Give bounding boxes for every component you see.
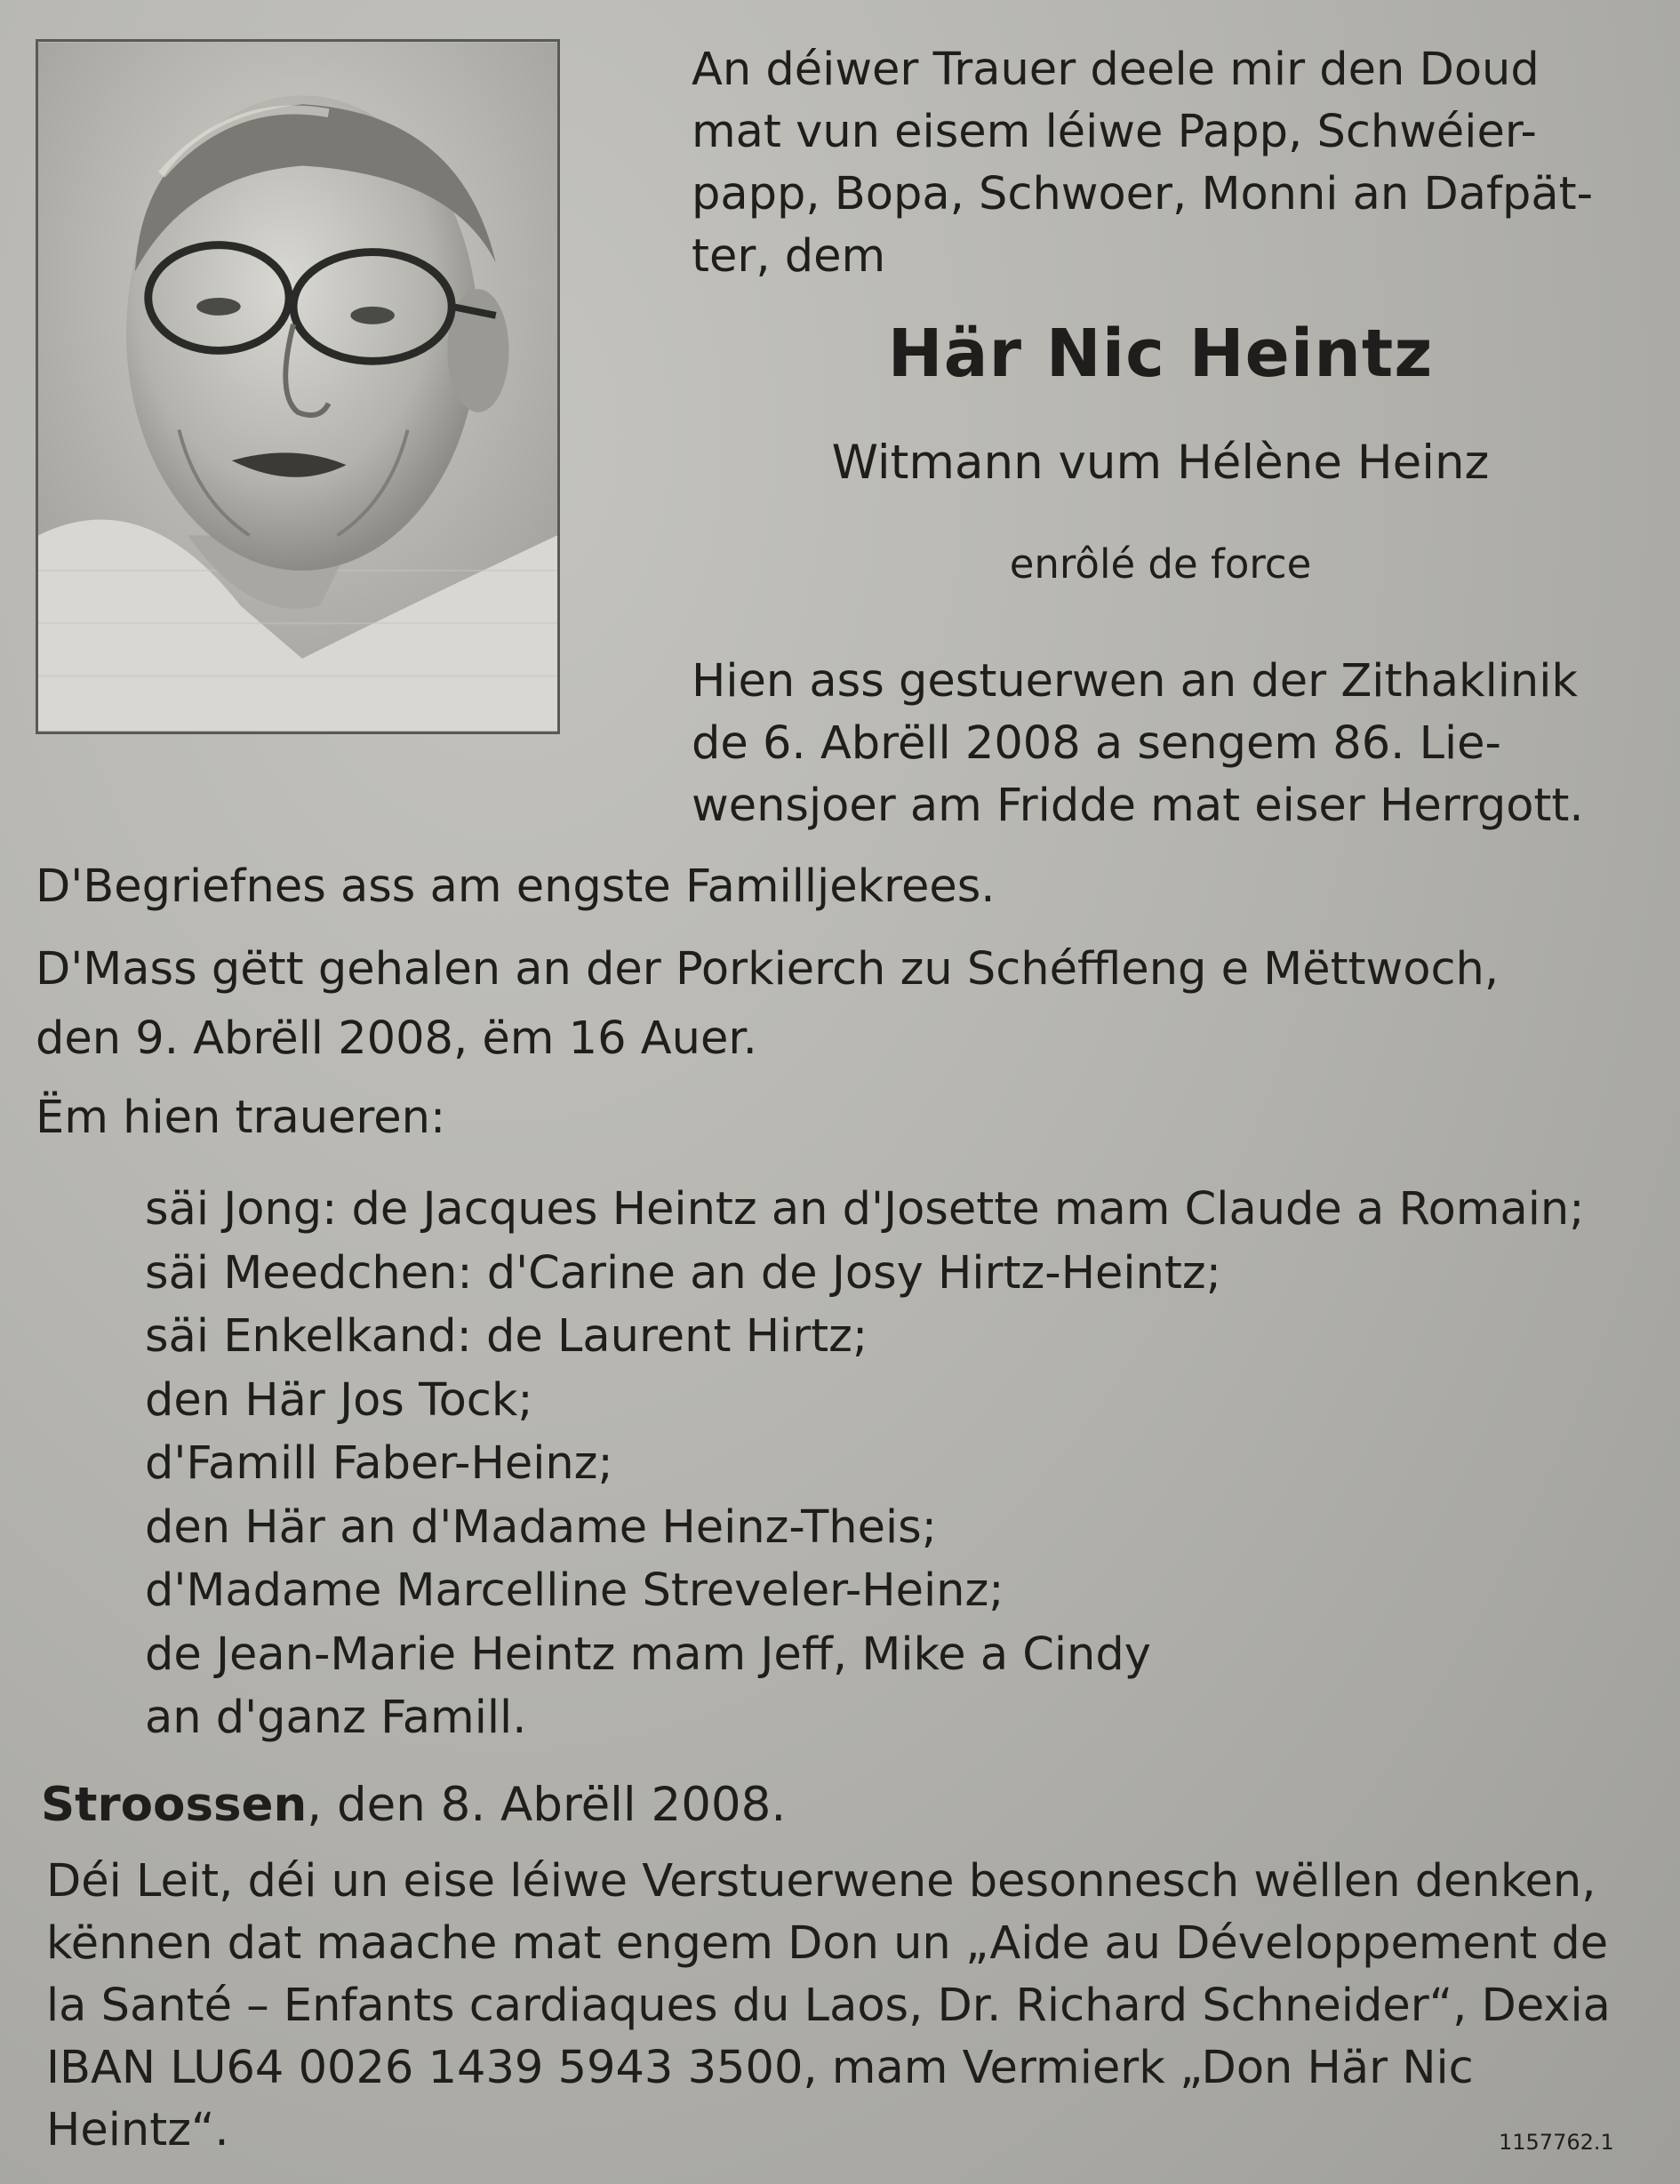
intro-line: mat vun eisem léiwe Papp, Schwéier- — [692, 106, 1537, 158]
mourners-heading: Ëm hien traueren: — [36, 1092, 446, 1144]
donation-line: la Santé – Enfants cardiaques du Laos, Dr. Richard Schneider“, Dexia — [46, 1980, 1611, 2032]
place-name: Stroossen — [41, 1778, 308, 1832]
mourner-item: säi Enkelkand: de Laurent Hirtz; — [145, 1310, 868, 1363]
widower-line: Witmann vum Hélène Heinz — [831, 436, 1490, 490]
portrait-photo — [36, 39, 560, 734]
mass-line: D'Mass gëtt gehalen an der Porkierch zu Schéffleng e Mëttwoch, — [36, 943, 1500, 996]
mourner-item: säi Meedchen: d'Carine an de Josy Hirtz-Heintz; — [145, 1246, 1221, 1300]
mourner-item: d'Famill Faber-Heinz; — [145, 1437, 613, 1490]
donation-line: IBAN LU64 0026 1439 5943 3500, mam Vermierk „Don Här Nic — [46, 2042, 1474, 2094]
mourner-item: de Jean-Marie Heintz mam Jeff, Mike a Cindy — [145, 1628, 1151, 1681]
reference-number: 1157762.1 — [1499, 2130, 1614, 2155]
intro-line: An déiwer Trauer deele mir den Doud — [692, 44, 1540, 96]
mourner-item: an d'ganz Famill. — [145, 1692, 527, 1744]
donation-line: Heintz“. — [46, 2104, 229, 2156]
date-text: , den 8. Abrëll 2008. — [307, 1778, 787, 1832]
death-details — [692, 651, 1634, 837]
mass-line: den 9. Abrëll 2008, ëm 16 Auer. — [36, 1012, 757, 1065]
mourner-item: den Här Jos Tock; — [145, 1373, 533, 1427]
place-date-line — [41, 1778, 786, 1832]
burial-note: D'Begriefnes ass am engste Familljekrees. — [36, 860, 996, 913]
death-line: wensjoer am Fridde mat eiser Herrgott. — [692, 780, 1584, 832]
enrole-line: enrôlé de force — [1009, 540, 1312, 588]
donation-line: kënnen dat maache mat engem Don un „Aide au Développement de — [46, 1917, 1609, 1970]
intro-line: ter, dem — [692, 230, 886, 283]
announcement-intro — [692, 39, 1629, 288]
mourner-item: d'Madame Marcelline Streveler-Heinz; — [145, 1564, 1004, 1617]
death-line: de 6. Abrëll 2008 a sengem 86. Lie- — [692, 717, 1501, 770]
mourner-item: den Här an d'Madame Heinz-Theis; — [145, 1500, 937, 1554]
deceased-name: Här Nic Heintz — [887, 316, 1434, 392]
portrait-image — [38, 42, 557, 732]
mourners-list — [145, 1178, 1656, 1750]
intro-line: papp, Bopa, Schwoer, Monni an Dafpät- — [692, 168, 1593, 220]
donation-line: Déi Leit, déi un eise léiwe Verstuerwene besonnesch wëllen denken, — [46, 1855, 1596, 1908]
mass-details — [36, 935, 1644, 1074]
mourner-item: säi Jong: de Jacques Heintz an d'Josette mam Claude a Romain; — [145, 1183, 1585, 1236]
donation-note — [46, 1851, 1642, 2162]
death-line: Hien ass gestuerwen an der Zithaklinik — [692, 655, 1578, 708]
